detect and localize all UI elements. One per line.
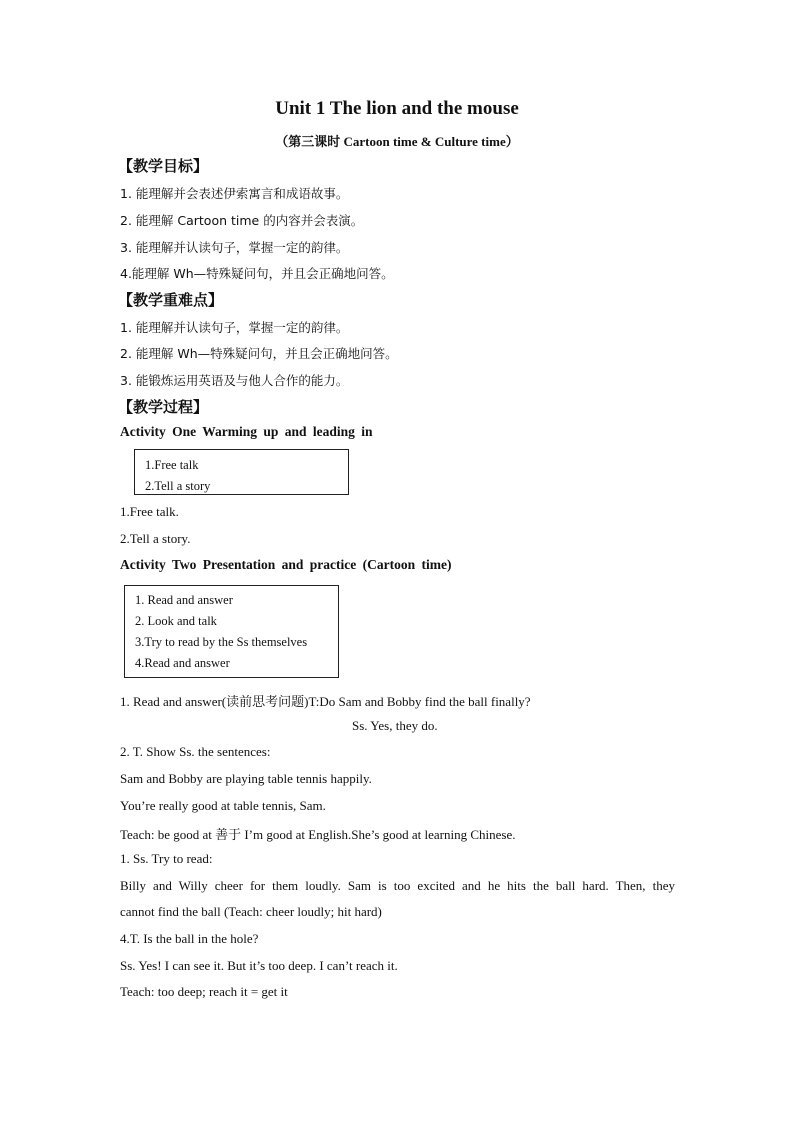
activity-one-title: Activity One Warming up and leading in — [120, 424, 373, 439]
paragraph-line: 2. T. Show Ss. the sentences: — [120, 744, 271, 759]
key-point-item: 1. 能理解并认读句子，掌握一定的韵律。 — [120, 320, 349, 335]
document-title: Unit 1 The lion and the mouse — [275, 98, 519, 119]
document-subtitle: （第三课时 Cartoon time & Culture time） — [275, 134, 519, 149]
activity-two-box — [124, 585, 339, 678]
activity-one-box — [134, 449, 349, 495]
activity-one-line: 2.Tell a story. — [120, 531, 191, 546]
paragraph-line: Teach: be good at 善于 I’m good at English.She’s good at learning Chinese. — [120, 827, 516, 842]
paragraph-line: 1. Read and answer(读前思考问题)T:Do Sam and Bobby find the ball finally? — [120, 694, 531, 709]
box-item: 4.Read and answer — [135, 656, 230, 670]
key-point-item: 2. 能理解 Wh—特殊疑问句，并且会正确地问答。 — [120, 346, 398, 361]
paragraph-line: cannot find the ball (Teach: cheer loudly; hit hard) — [120, 904, 382, 919]
paragraph-line: Billy and Willy cheer for them loudly. Sam is too excited and he hits the ball hard. Then, they — [120, 878, 675, 893]
paragraph-line: Ss. Yes, they do. — [352, 718, 438, 733]
activity-two-title: Activity Two Presentation and practice (Cartoon time) — [120, 557, 452, 572]
box-item: 1.Free talk — [145, 458, 199, 472]
paragraph-line: You’re really good at table tennis, Sam. — [120, 798, 326, 813]
box-item: 2.Tell a story — [145, 479, 211, 493]
box-item: 2. Look and talk — [135, 614, 217, 628]
paragraph-line: Ss. Yes! I can see it. But it’s too deep. I can’t reach it. — [120, 958, 398, 973]
paragraph-line: 1. Ss. Try to read: — [120, 851, 213, 866]
paragraph-line: 4.T. Is the ball in the hole? — [120, 931, 259, 946]
objective-item: 1. 能理解并会表述伊索寓言和成语故事。 — [120, 186, 349, 201]
paragraph-line: Sam and Bobby are playing table tennis happily. — [120, 771, 372, 786]
activity-one-line: 1.Free talk. — [120, 504, 179, 519]
box-item: 3.Try to read by the Ss themselves — [135, 635, 308, 649]
process-heading: 【教学过程】 — [118, 398, 209, 416]
paragraph-line: Teach: too deep; reach it = get it — [120, 984, 288, 999]
objectives-heading: 【教学目标】 — [118, 157, 209, 175]
objective-item: 3. 能理解并认读句子，掌握一定的韵律。 — [120, 240, 349, 255]
key-points-heading: 【教学重难点】 — [118, 291, 224, 309]
objective-item: 4.能理解 Wh—特殊疑问句，并且会正确地问答。 — [120, 266, 394, 281]
objective-item: 2. 能理解 Cartoon time 的内容并会表演。 — [120, 213, 364, 228]
box-item: 1. Read and answer — [135, 593, 233, 607]
key-point-item: 3. 能锻炼运用英语及与他人合作的能力。 — [120, 373, 349, 388]
